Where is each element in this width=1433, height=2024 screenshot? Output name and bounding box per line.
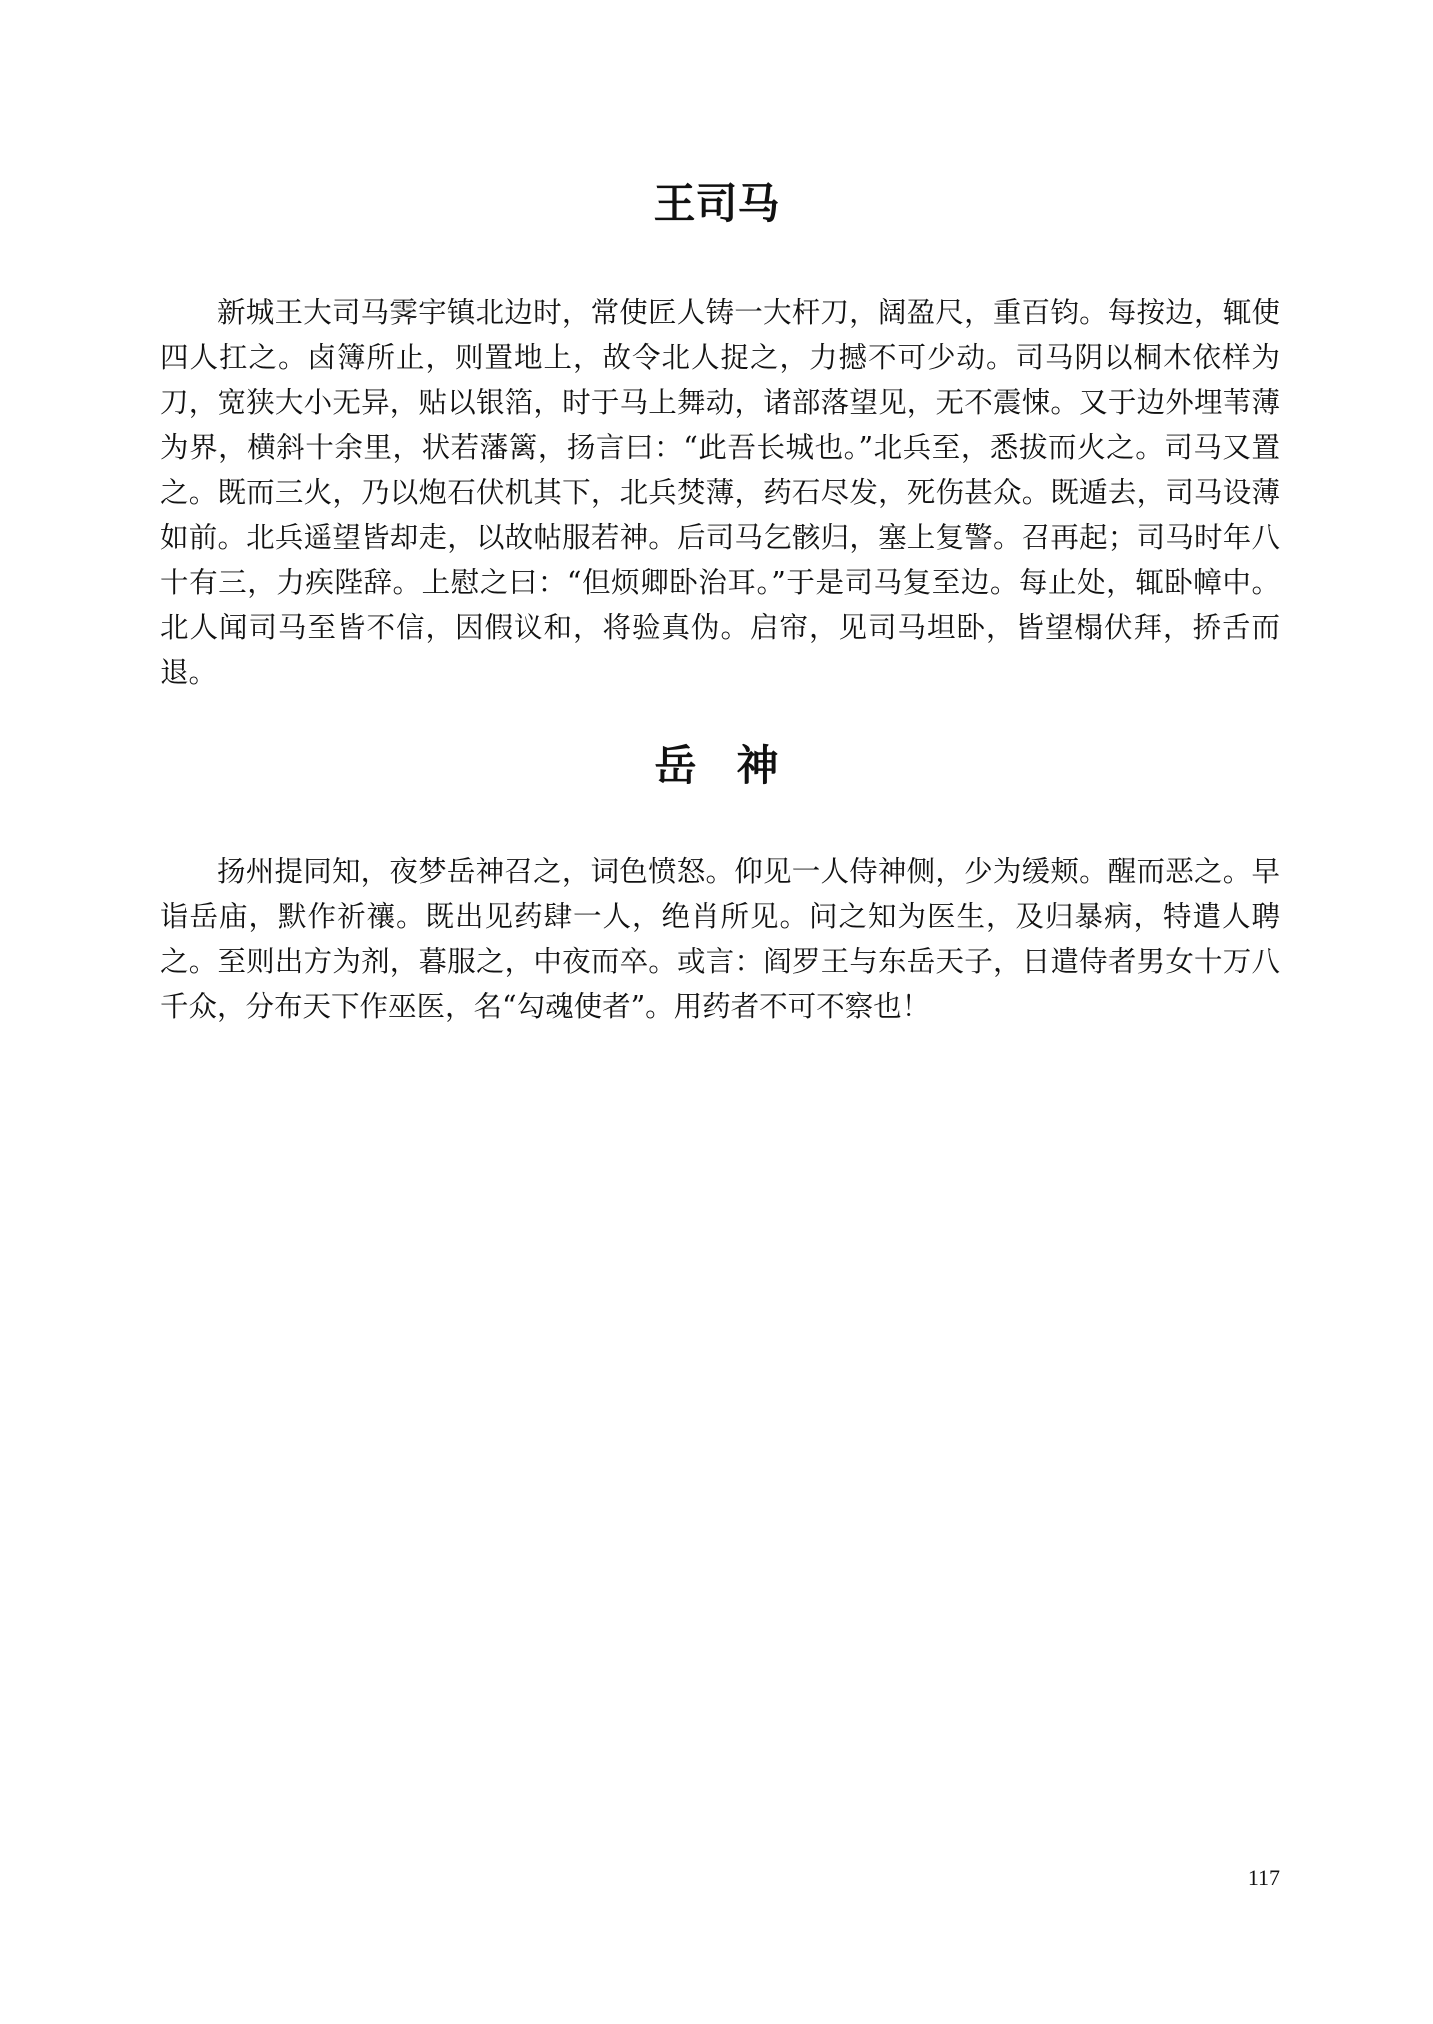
section-title-yue-shen: 岳神 [654,741,819,790]
page-number: 117 [1247,1865,1280,1890]
section-body-yue-shen: 扬州提同知，夜梦岳神召之，词色愤怒。仰见一人侍神侧，少为缓颊。醒而恶之。早诣岳庙，默作祈禳。既出见药肆一人，绝肖所见。问之知为医生，及归暴病，特遣人聘之。至则出方为剂，暮服之，中夜而卒。或言：阎罗王与东岳天子，日遣侍者男女十万八千众，分布天下作巫医，名“勾魂使者”。用药者不可不察也！ [160,855,1280,1023]
section-body-wang-sima: 新城王大司马霁宇镇北边时，常使匠人铸一大杆刀，阔盈尺，重百钧。每按边，辄使四人扛之。卤簿所止，则置地上，故令北人捉之，力撼不可少动。司马阴以桐木依样为刀，宽狭大小无异，贴以银箔，时于马上舞动，诸部落望见，无不震悚。又于边外埋苇薄为界，横斜十余里，状若藩篱，扬言曰：“此吾长城也。”北兵至，悉拔而火之。司马又置之。既而三火，乃以炮石伏机其下，北兵焚薄，药石尽发，死伤甚众。既遁去，司马设薄如前。北兵遥望皆却走，以故帖服若神。后司马乞骸归，塞上复警。召再起；司马时年八十有三，力疾陛辞。上慰之曰：“但烦卿卧治耳。”于是司马复至边。每止处，辄卧幛中。北人闻司马至皆不信，因假议和，将验真伪。启帘，见司马坦卧，皆望榻伏拜，挢舌而退。 [160,296,1280,689]
section-title-wang-sima: 王司马 [653,179,780,228]
